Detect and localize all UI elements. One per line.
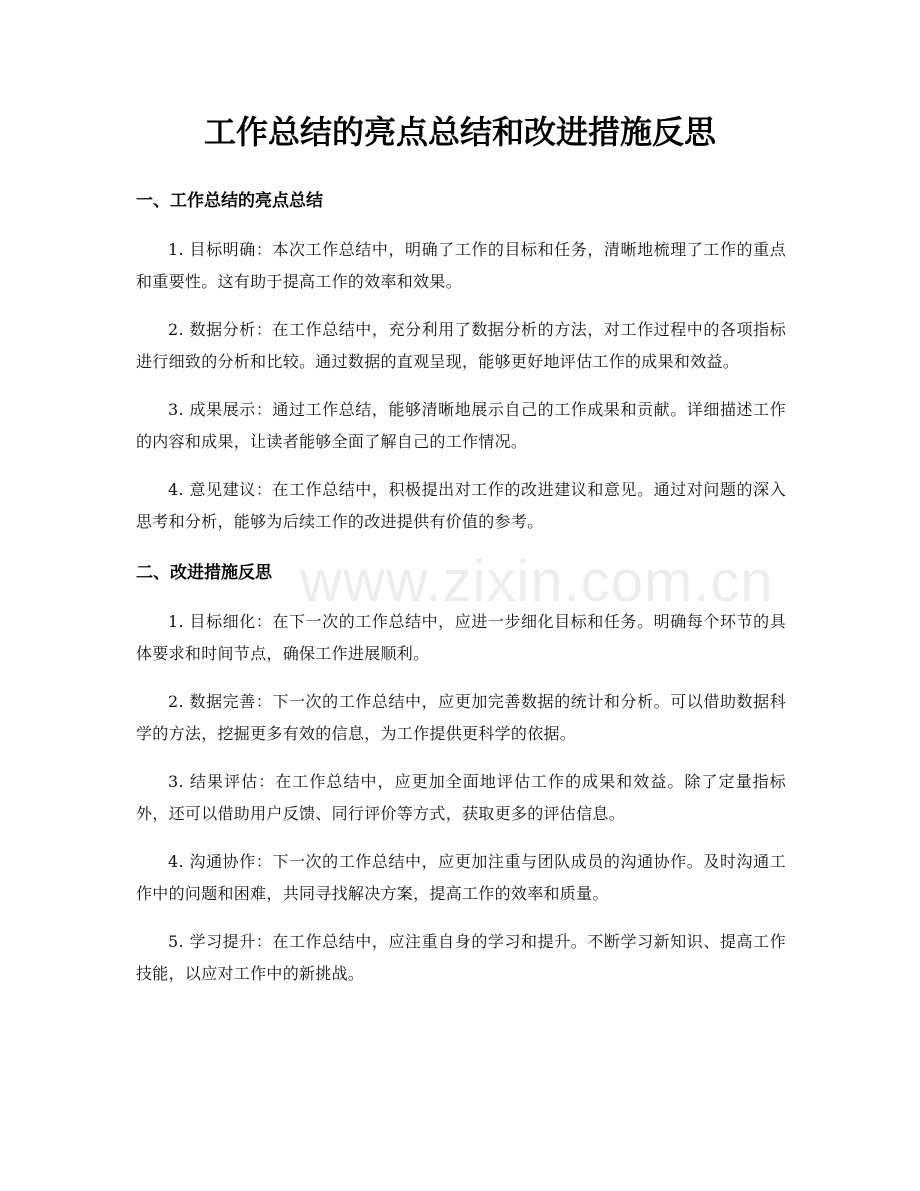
document-title: 工作总结的亮点总结和改进措施反思 <box>203 113 716 151</box>
paragraph: 1. 目标明确：本次工作总结中，明确了工作的目标和任务，清晰地梳理了工作的重点和重要性。这有助于提高工作的效率和效果。 <box>136 240 786 291</box>
paragraph: 2. 数据分析：在工作总结中，充分利用了数据分析的方法，对工作过程中的各项指标进行细致的分析和比较。通过数据的直观呈现，能够更好地评估工作的成果和效益。 <box>136 320 786 371</box>
paragraph: 3. 成果展示：通过工作总结，能够清晰地展示自己的工作成果和贡献。详细描述工作的内容和成果，让读者能够全面了解自己的工作情况。 <box>136 400 786 451</box>
section-heading-improvements: 二、改进措施反思 <box>136 563 272 583</box>
paragraph: 1. 目标细化：在下一次的工作总结中，应进一步细化目标和任务。明确每个环节的具体要求和时间节点，确保工作进展顺利。 <box>136 612 786 663</box>
paragraph: 2. 数据完善：下一次的工作总结中，应更加完善数据的统计和分析。可以借助数据科学的方法，挖掘更多有效的信息，为工作提供更科学的依据。 <box>136 692 786 743</box>
paragraph: 4. 沟通协作：下一次的工作总结中，应更加注重与团队成员的沟通协作。及时沟通工作中的问题和困难，共同寻找解决方案，提高工作的效率和质量。 <box>136 852 786 903</box>
section-heading-highlights: 一、工作总结的亮点总结 <box>136 191 323 211</box>
paragraph: 5. 学习提升：在工作总结中，应注重自身的学习和提升。不断学习新知识、提高工作技能，以应对工作中的新挑战。 <box>136 932 786 983</box>
watermark: www.zixin.com.cn <box>300 549 774 614</box>
document-body <box>136 186 786 1006</box>
paragraph: 3. 结果评估：在工作总结中，应更加全面地评估工作的成果和效益。除了定量指标外，还可以借助用户反馈、同行评价等方式，获取更多的评估信息。 <box>136 772 786 823</box>
paragraph: 4. 意见建议：在工作总结中，积极提出对工作的改进建议和意见。通过对问题的深入思考和分析，能够为后续工作的改进提供有价值的参考。 <box>136 480 786 531</box>
